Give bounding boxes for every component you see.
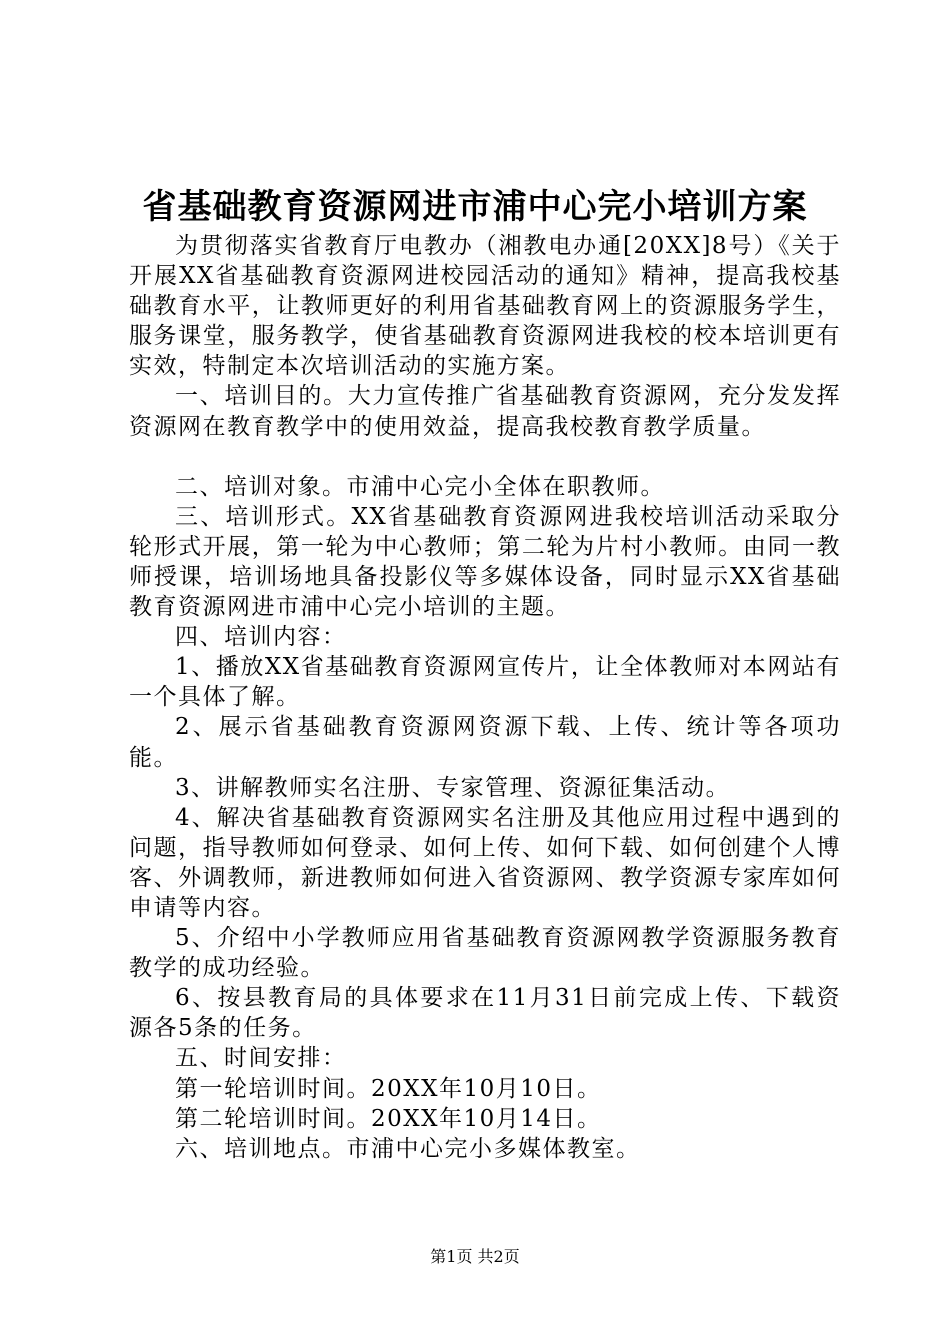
page-footer: 第1页 共2页 — [430, 1247, 520, 1266]
schedule-round-1: 第一轮培训时间。20XX年10月10日。 — [175, 1075, 602, 1102]
section-location: 六、培训地点。市浦中心完小多媒体教室。 — [175, 1135, 641, 1162]
content-item-6: 6、按县教育局的具体要求在11月31日前完成上传、下载资源各5条的任务。 — [129, 985, 841, 1042]
section-audience: 二、培训对象。市浦中心完小全体在职教师。 — [175, 473, 665, 500]
content-item-5: 5、介绍中小学教师应用省基础教育资源网教学资源服务教育教学的成功经验。 — [129, 925, 841, 982]
content-item-4: 4、解决省基础教育资源网实名注册及其他应用过程中遇到的问题，指导教师如何登录、如何上传、如何下载、如何创建个人博客、外调教师，新进教师如何进入省资源网、教学资源专家库如何申请等内容。 — [129, 804, 841, 921]
section-purpose: 一、培训目的。大力宣传推广省基础教育资源网，充分发发挥资源网在教育教学中的使用效益，提高我校教育教学质量。 — [129, 383, 841, 440]
content-item-3: 3、讲解教师实名注册、专家管理、资源征集活动。 — [175, 774, 731, 801]
document-body — [129, 231, 841, 1164]
section-format: 三、培训形式。XX省基础教育资源网进我校培训活动采取分轮形式开展，第一轮为中心教师；第二轮为片村小教师。由同一教师授课，培训场地具备投影仪等多媒体设备，同时显示XX省基础教育资源网进市浦中心完小培训的主题。 — [129, 503, 841, 621]
intro-paragraph: 为贯彻落实省教育厅电教办（湘教电办通[20XX]8号）《关于开展XX省基础教育资源网进校园活动的通知》精神，提高我校基础教育水平，让教师更好的利用省基础教育网上的资源服务学生，服务课堂，服务教学，使省基础教育资源网进我校的校本培训更有实效，特制定本次培训活动的实施方案。 — [129, 233, 841, 380]
schedule-round-2: 第二轮培训时间。20XX年10月14日。 — [175, 1105, 602, 1132]
document-title: 省基础教育资源网进市浦中心完小培训方案 — [142, 187, 808, 227]
section-schedule-heading: 五、时间安排： — [175, 1045, 347, 1072]
content-item-1: 1、播放XX省基础教育资源网宣传片，让全体教师对本网站有一个具体了解。 — [129, 654, 841, 711]
content-item-2: 2、展示省基础教育资源网资源下载、上传、统计等各项功能。 — [129, 714, 841, 771]
section-content-heading: 四、培训内容： — [175, 624, 347, 651]
